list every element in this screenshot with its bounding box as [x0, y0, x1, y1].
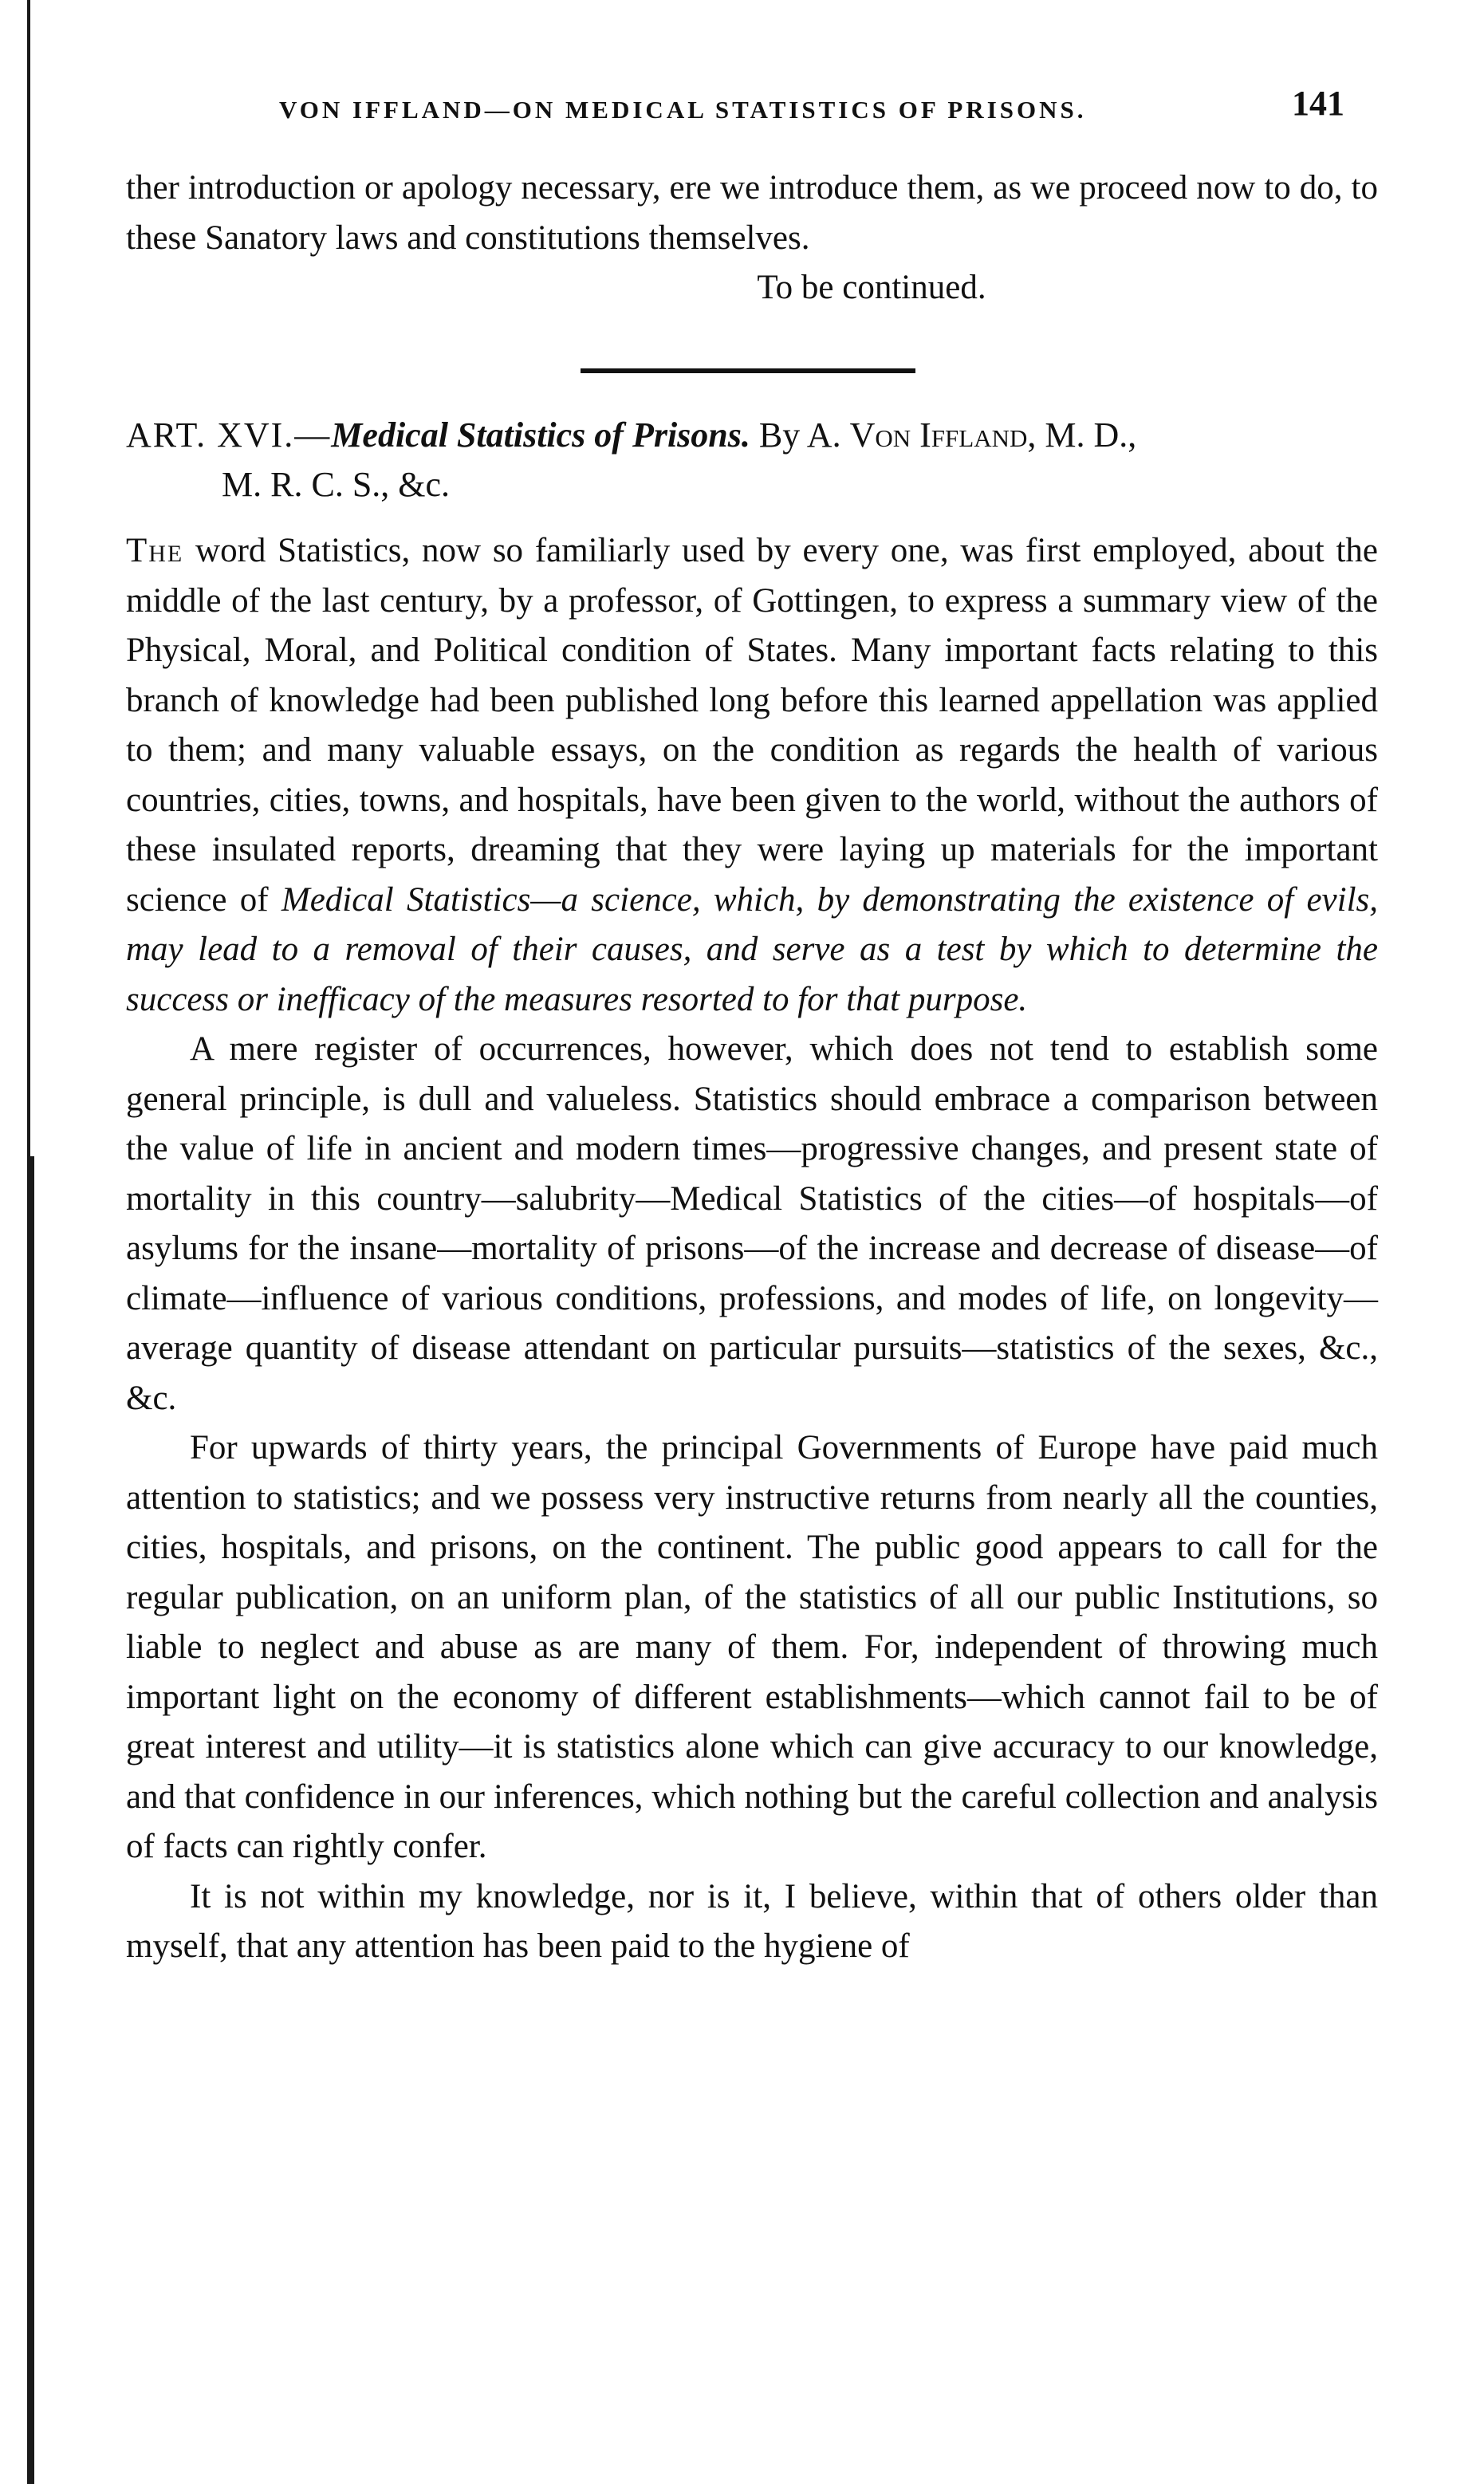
- running-head: VON IFFLAND—ON MEDICAL STATISTICS OF PRISONS.: [279, 96, 1087, 124]
- paragraph-1-lead-word: The: [126, 532, 184, 569]
- paragraph-1: [126, 526, 1378, 1025]
- paragraph-1-italic: Medical Statistics—a science, which, by demonstrating the existence of evils, may lead to a removal of their causes, and serve as a test by which to determine the success or inefficacy of the measures resorted to for that purpose.: [126, 880, 1378, 1018]
- intro-section: [126, 163, 1378, 313]
- paragraph-4: It is not within my knowledge, nor is it, I believe, within that of others older than myself, that any attention has been paid to the hygiene of: [126, 1877, 1378, 1965]
- paragraph-3: For upwards of thirty years, the principal Governments of Europe have paid much attention to statistics; and we possess very instructive returns from nearly all the counties, cities, hospitals, and prisons, on the continent. The public good appears to call for the regular publication, on an uniform plan, of the statistics of all our public Institutions, so liable to neglect and abuse as are many of them. For, independent of throwing much important light on the economy of different establishments—which cannot fail to be of great interest and utility—it is statistics alone which can give accuracy to our knowledge, and that confidence in our inferences, which nothing but the careful collection and analysis of facts can rightly confer.: [126, 1429, 1378, 1865]
- article-number: ART. XVI.—: [126, 415, 332, 455]
- to-be-continued: To be continued.: [757, 269, 986, 306]
- article-author: Von Iffland: [849, 415, 1028, 455]
- article-title: Medical Statistics of Prisons.: [331, 415, 750, 455]
- byline-suffix: , M. D.,: [1027, 415, 1137, 455]
- paragraph-1-text: word Statistics, now so familiarly used by every one, was first employed, about the middle of the last century, by a professor, of Gottingen, to express a summary view of the Physical, Moral, and Political condition of States. Many important facts relating to this branch of knowledge had been published long before this learned appellation was applied to them; and many valuable essays, on the condition as regards the health of various countries, cities, towns, and hospitals, have been given to the world, without the authors of these insulated reports, dreaming that they were laying up materials for the important science of: [126, 532, 1378, 919]
- intro-paragraph: ther introduction or apology necessary, ere we introduce them, as we proceed now to do, to these Sanatory laws and constitutions themselves.: [126, 169, 1378, 257]
- page-edge-line-lower: [30, 1156, 34, 2484]
- section-divider: [581, 368, 915, 373]
- paragraph-2: A mere register of occurrences, however, which does not tend to establish some general principle, is dull and valueless. Statistics should embrace a comparison between the value of life in ancient and modern times—progressive changes, and present state of mortality in this country—salubrity—Medical Statistics of the cities—of hospitals—of asylums for the insane—mortality of prisons—of the increase and decrease of disease—of climate—influence of various conditions, professions, and modes of life, on longevity—average quantity of disease attendant on particular pursuits—statistics of the sexes, &c., &c.: [126, 1030, 1378, 1417]
- article-body: [126, 526, 1378, 1972]
- article-heading: [126, 411, 1386, 510]
- byline-prefix: By A.: [750, 415, 850, 455]
- page-number: 141: [1292, 84, 1344, 123]
- article-credentials: M. R. C. S., &c.: [222, 465, 451, 504]
